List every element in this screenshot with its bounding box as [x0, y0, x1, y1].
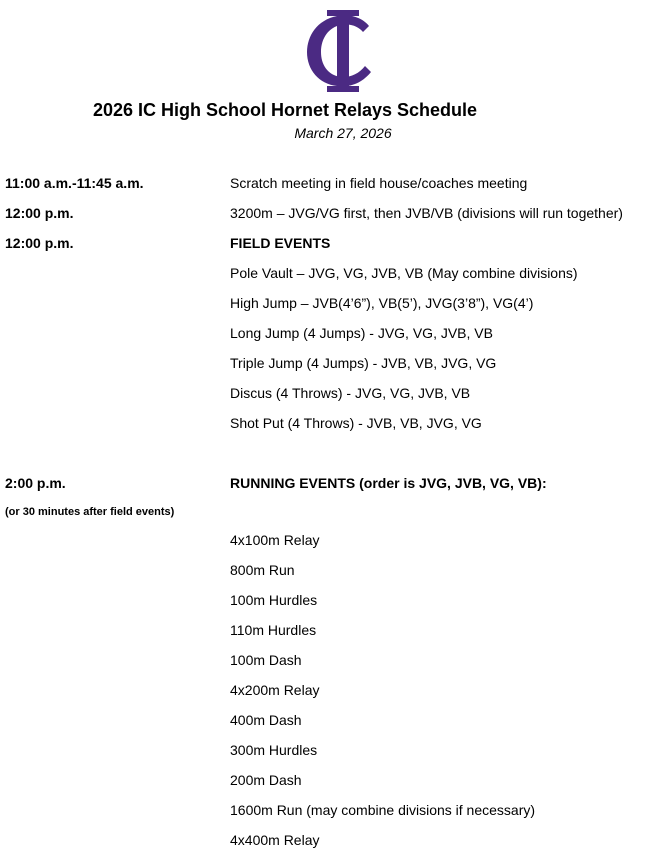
field-event-item: Discus (4 Throws) - JVG, VG, JVB, VB	[230, 385, 471, 401]
field-event-item: Shot Put (4 Throws) - JVB, VB, JVG, VG	[230, 415, 482, 431]
running-event-item: 4x100m Relay	[230, 532, 320, 548]
page-title: 2026 IC High School Hornet Relays Schedule	[92, 100, 478, 120]
ic-monogram-icon	[303, 8, 383, 92]
field-event-item: Pole Vault – JVG, VG, JVB, VB (May combine divisions)	[230, 265, 578, 281]
running-event-item: 4x200m Relay	[230, 682, 320, 698]
running-event-item: 4x400m Relay	[230, 832, 320, 848]
field-event-item: Triple Jump (4 Jumps) - JVB, VB, JVG, VG	[230, 355, 497, 371]
event-date: March 27, 2026	[294, 125, 392, 141]
running-event-item: 1600m Run (may combine divisions if necessary)	[230, 802, 536, 818]
field-event-item: Long Jump (4 Jumps) - JVG, VG, JVB, VB	[230, 325, 493, 341]
running-event-item: 100m Hurdles	[230, 592, 318, 608]
event-3200: 3200m – JVG/VG first, then JVB/VB (divisions will run together)	[230, 205, 623, 221]
time-scratch: 11:00 a.m.-11:45 a.m.	[5, 175, 144, 191]
field-event-item: High Jump – JVB(4’6”), VB(5’), JVG(3’8”), VG(4’)	[230, 295, 534, 311]
running-events-heading: RUNNING EVENTS (order is JVG, JVB, VG, VB):	[230, 475, 547, 491]
time-3200: 12:00 p.m.	[5, 205, 74, 221]
running-event-item: 400m Dash	[230, 712, 302, 728]
field-events-heading: FIELD EVENTS	[230, 235, 331, 251]
event-scratch: Scratch meeting in field house/coaches meeting	[230, 175, 528, 191]
running-event-item: 300m Hurdles	[230, 742, 318, 758]
running-time-note: (or 30 minutes after field events)	[5, 506, 175, 518]
running-event-item: 800m Run	[230, 562, 295, 578]
running-event-item: 200m Dash	[230, 772, 302, 788]
running-event-item: 110m Hurdles	[230, 622, 317, 638]
time-field-events: 12:00 p.m.	[5, 235, 74, 251]
time-running-events: 2:00 p.m.	[5, 475, 66, 491]
running-event-item: 100m Dash	[230, 652, 302, 668]
